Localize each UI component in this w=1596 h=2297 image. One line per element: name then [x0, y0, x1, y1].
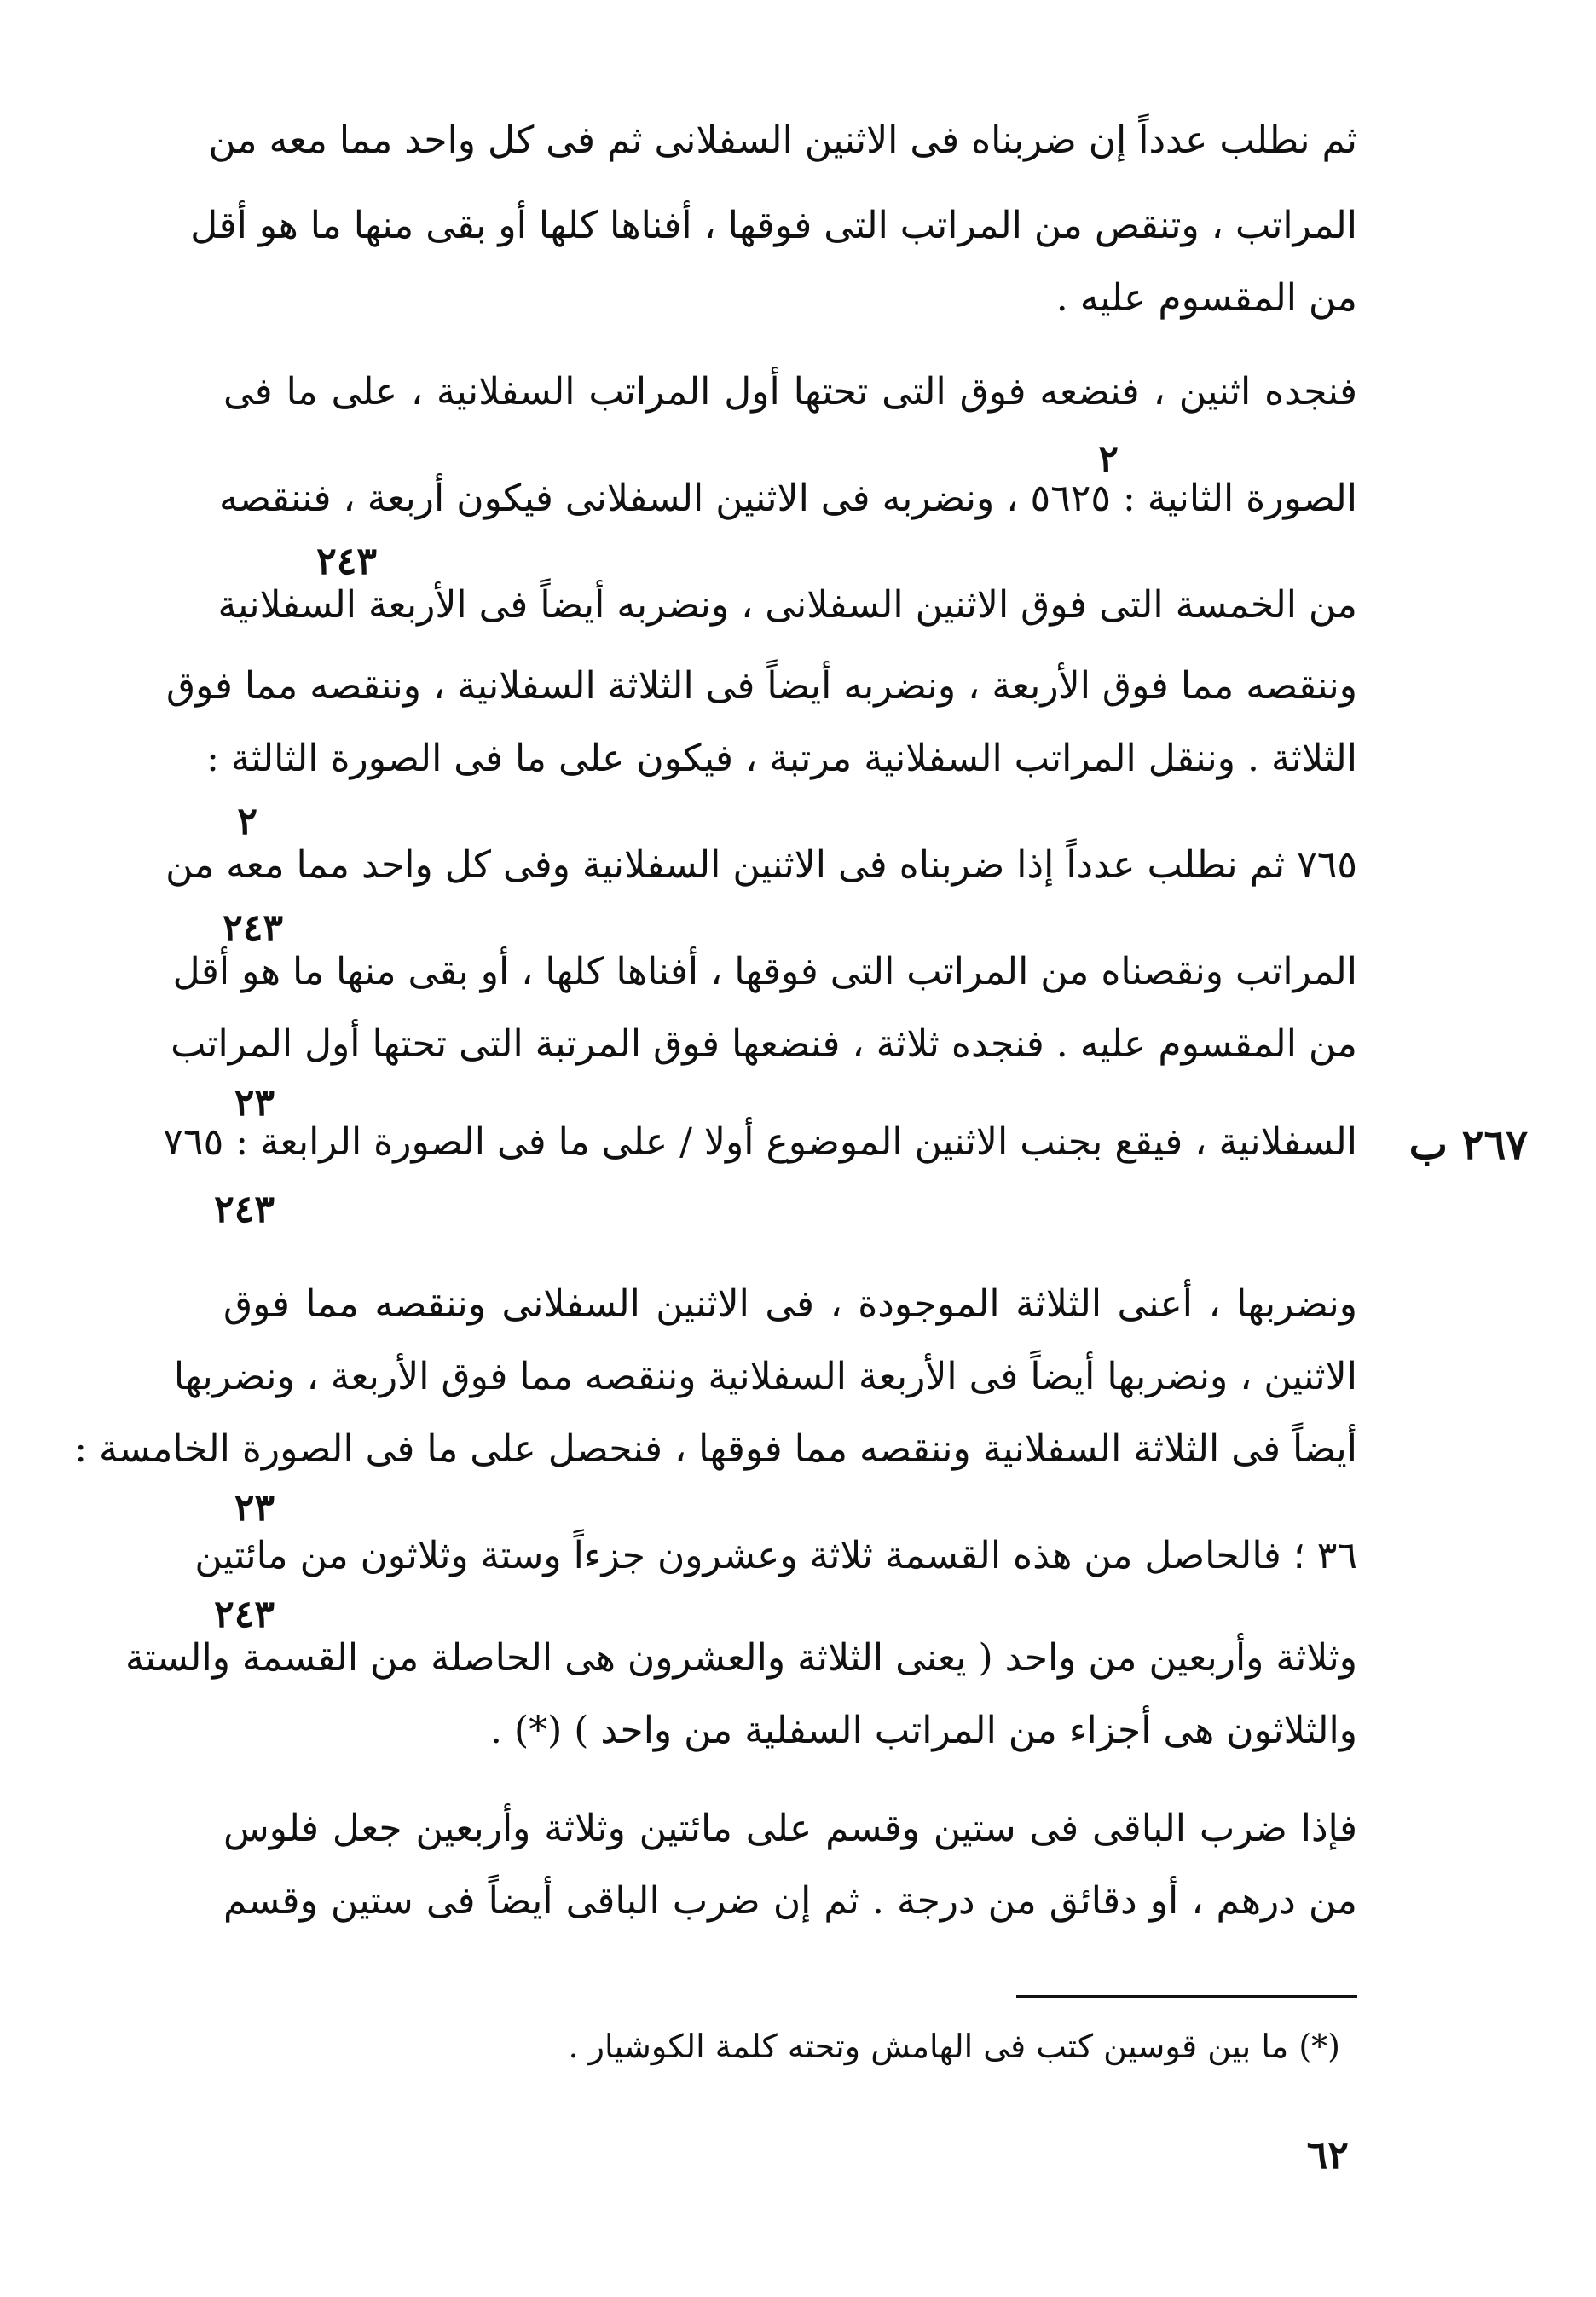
text-line-10: المراتب ونقصناه من المراتب التى فوقها ، أفناها كلها ، أو بقى منها ما هو أقل: [172, 950, 1357, 993]
text-line-9: ٧٦٥ ثم نطلب عدداً إذا ضربناه فى الاثنين السفلانية وفى كل واحد مما معه من: [165, 843, 1357, 887]
text-line-16: ٣٦ ؛ فالحاصل من هذه القسمة ثلاثة وعشرون جزءاً وستة وثلاثون من مائتين: [194, 1534, 1357, 1577]
text-line-17: وثلاثة وأربعين من واحد ( يعنى الثلاثة والعشرون هى الحاصلة من القسمة والستة: [124, 1636, 1357, 1680]
figure-5-bottom: ٢٤٣: [214, 1593, 275, 1636]
text-line-3: من المقسوم عليه .: [1055, 276, 1357, 320]
text-line-13: ونضربها ، أعنى الثلاثة الموجودة ، فى الاثنين السفلانى وننقصه مما فوق: [223, 1282, 1357, 1326]
text-line-7: وننقصه مما فوق الأربعة ، ونضربه أيضاً فى الثلاثة السفلانية ، وننقصه مما فوق: [165, 664, 1357, 708]
figure-2-top: ٢: [1098, 437, 1119, 481]
text-line-14: الاثنين ، ونضربها أيضاً فى الأربعة السفلانية وننقصه مما فوق الأربعة ، ونضربها: [173, 1355, 1357, 1398]
text-line-15: أيضاً فى الثلاثة السفلانية وننقصه مما فوقها ، فنحصل على ما فى الصورة الخامسة :: [74, 1427, 1357, 1471]
text-line-2: المراتب ، وتنقص من المراتب التى فوقها ، أفناها كلها أو بقى منها ما هو أقل: [190, 204, 1357, 247]
text-line-1: ثم نطلب عدداً إن ضربناه فى الاثنين السفلانى ثم فى كل واحد مما معه من: [208, 119, 1357, 162]
text-line-4: فنجده اثنين ، فنضعه فوق التى تحتها أول المراتب السفلانية ، على ما فى: [223, 370, 1357, 414]
text-line-19: فإذا ضرب الباقى فى ستين وقسم على مائتين وثلاثة وأربعين جعل فلوس: [223, 1807, 1357, 1850]
margin-folio-reference: ٢٦٧ ب: [1408, 1121, 1528, 1169]
figure-5-top: ٢٣: [234, 1486, 275, 1530]
figure-3-bottom: ٢٤٣: [223, 906, 283, 950]
page-number: ٦٢: [1306, 2132, 1349, 2178]
text-line-5: الصورة الثانية : ٥٦٢٥ ، ونضربه فى الاثنين السفلانى فيكون أربعة ، فننقصه: [218, 477, 1357, 520]
text-line-6: من الخمسة التى فوق الاثنين السفلانى ، ونضربه أيضاً فى الأربعة السفلانية: [217, 583, 1357, 627]
footnote: (*) ما بين قوسين كتب فى الهامش وتحته كلمة الكوشيار .: [568, 2028, 1340, 2065]
text-line-11: من المقسوم عليه . فنجده ثلاثة ، فنضعها فوق المرتبة التى تحتها أول المراتب: [171, 1022, 1357, 1066]
figure-2-bottom: ٢٤٣: [316, 540, 377, 583]
figure-3-top: ٢: [237, 800, 257, 843]
figure-4-bottom: ٢٤٣: [214, 1188, 275, 1231]
text-line-18: والثلاثون هى أجزاء من المراتب السفلية من واحد ) (*) .: [489, 1709, 1357, 1752]
figure-4-top: ٢٣: [234, 1081, 275, 1125]
text-line-12: السفلانية ، فيقع بجنب الاثنين الموضوع أولا / على ما فى الصورة الرابعة : ٧٦٥: [163, 1120, 1357, 1164]
text-line-20: من درهم ، أو دقائق من درجة . ثم إن ضرب الباقى أيضاً فى ستين وقسم: [223, 1879, 1357, 1923]
footnote-rule: [1016, 1995, 1357, 1998]
text-line-8: الثلاثة . وننقل المراتب السفلانية مرتبة ، فيكون على ما فى الصورة الثالثة :: [206, 737, 1357, 780]
